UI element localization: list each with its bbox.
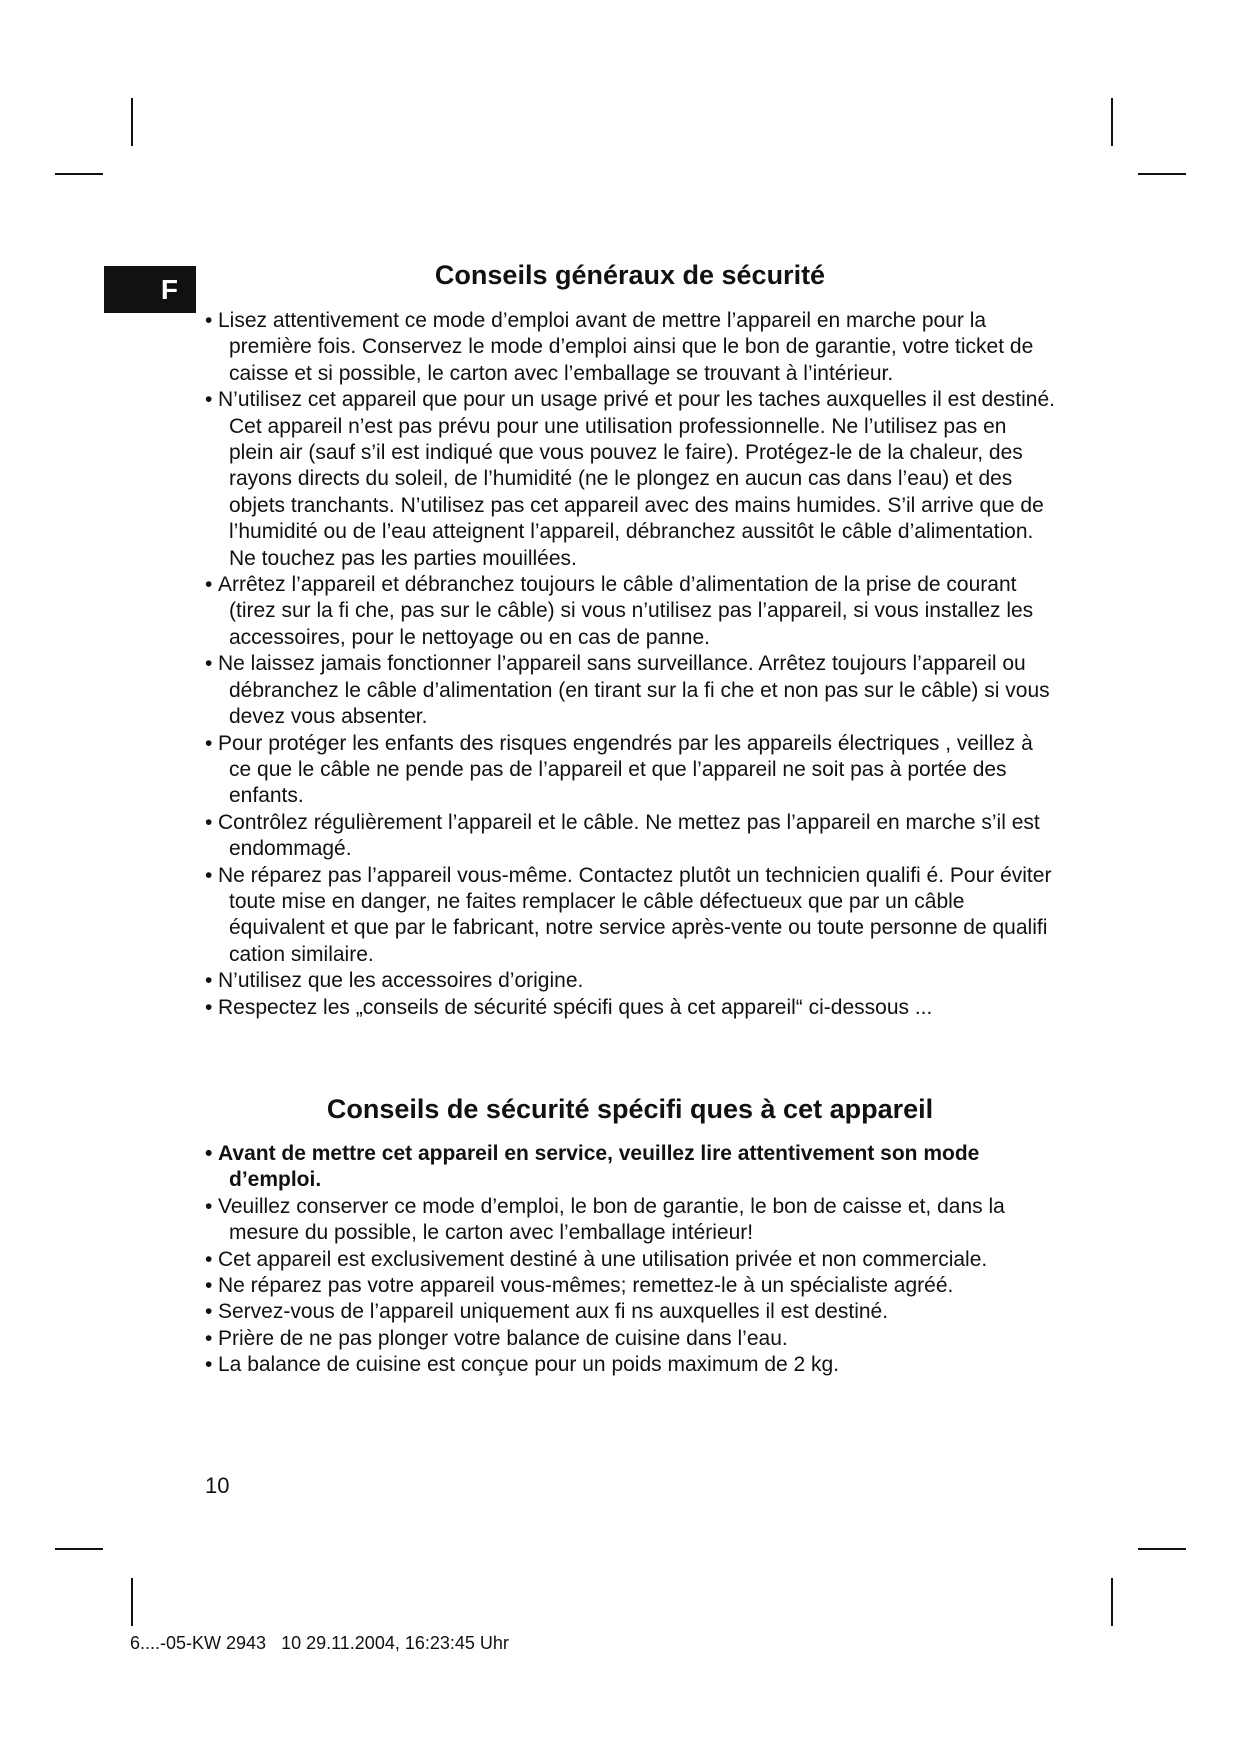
list-item: • Servez-vous de l’appareil uniquement aux fi ns auxquelles il est destiné. [205, 1299, 1055, 1325]
crop-mark-bottom-right-horizontal [1138, 1548, 1186, 1550]
list-item: • Ne réparez pas l’appareil vous-même. Contactez plutôt un technicien qualifi é. Pour éviter toute mise en danger, ne faites remplacer le câble défectueux que par un câble équivalent et que par le fabricant, notre service après-vente ou toute personne de qualifi cation similaire. [205, 863, 1055, 969]
crop-mark-bottom-right-vertical [1111, 1578, 1113, 1626]
list-item: • Contrôlez régulièrement l’appareil et le câble. Ne mettez pas l’appareil en marche s’il est endommagé. [205, 810, 1055, 863]
specific-safety-list [205, 1141, 1055, 1379]
crop-mark-top-left-horizontal [55, 173, 103, 175]
list-item: • Ne laissez jamais fonctionner l’appareil sans surveillance. Arrêtez toujours l’appareil ou débranchez le câble d’alimentation (en tirant sur la fi che et non pas sur le câble) si vous devez vous absenter. [205, 651, 1055, 730]
crop-mark-bottom-left-vertical [131, 1578, 133, 1626]
list-item: • La balance de cuisine est conçue pour un poids maximum de 2 kg. [205, 1352, 1055, 1378]
language-tab: F [104, 266, 196, 313]
list-item: • Cet appareil est exclusivement destiné à une utilisation privée et non commerciale. [205, 1247, 1055, 1273]
list-item: • N’utilisez que les accessoires d’origine. [205, 968, 1055, 994]
section-title-specific-safety: Conseils de sécurité spécifi ques à cet appareil [326, 1094, 934, 1124]
list-item: • Veuillez conserver ce mode d’emploi, le bon de garantie, le bon de caisse et, dans la mesure du possible, le carton avec l’emballage intérieur! [205, 1194, 1055, 1247]
list-item: • Pour protéger les enfants des risques engendrés par les appareils électriques , veillez à ce que le câble ne pende pas de l’appareil et que l’appareil ne soit pas à portée des enfants. [205, 731, 1055, 810]
list-item: • Arrêtez l’appareil et débranchez toujours le câble d’alimentation de la prise de courant (tirez sur la fi che, pas sur le câble) si vous n’utilisez pas l’appareil, si vous installez les accessoires, pour le nettoyage ou en cas de panne. [205, 572, 1055, 651]
list-item: • Respectez les „conseils de sécurité spécifi ques à cet appareil“ ci-dessous ... [205, 995, 1055, 1021]
list-item: • Ne réparez pas votre appareil vous-mêmes; remettez-le à un spécialiste agréé. [205, 1273, 1055, 1299]
crop-mark-bottom-left-horizontal [55, 1548, 103, 1550]
crop-mark-top-right-horizontal [1138, 173, 1186, 175]
general-safety-list [205, 308, 1055, 1021]
crop-mark-top-right-vertical [1111, 98, 1113, 146]
page-number: 10 [205, 1473, 230, 1498]
crop-mark-top-left-vertical [131, 98, 133, 146]
print-footer: 6....-05-KW 2943 10 29.11.2004, 16:23:45 Uhr [130, 1633, 509, 1653]
list-item: • N’utilisez cet appareil que pour un usage privé et pour les taches auxquelles il est destiné. Cet appareil n’est pas prévu pour une utilisation professionnelle. Ne l’utilisez pas en plein air (sauf s’il est indiqué que vous pouvez le faire). Protégez-le de la chaleur, des rayons directs du soleil, de l’humidité (ne le plongez en aucun cas dans l’eau) et des objets tranchants. N’utilisez pas cet appareil avec des mains humides. S’il arrive que de l’humidité ou de l’eau atteignent l’appareil, débranchez aussitôt le câble d’alimentation. Ne touchez pas les parties mouillées. [205, 387, 1055, 572]
section-title-general-safety: Conseils généraux de sécurité [434, 260, 826, 290]
list-item: • Avant de mettre cet appareil en service, veuillez lire attentivement son mode d’emploi. [205, 1141, 1055, 1194]
list-item: • Lisez attentivement ce mode d’emploi avant de mettre l’appareil en marche pour la première fois. Conservez le mode d’emploi ainsi que le bon de garantie, votre ticket de caisse et si possible, le carton avec l’emballage se trouvant à l’intérieur. [205, 308, 1055, 387]
list-item: • Prière de ne pas plonger votre balance de cuisine dans l’eau. [205, 1326, 1055, 1352]
